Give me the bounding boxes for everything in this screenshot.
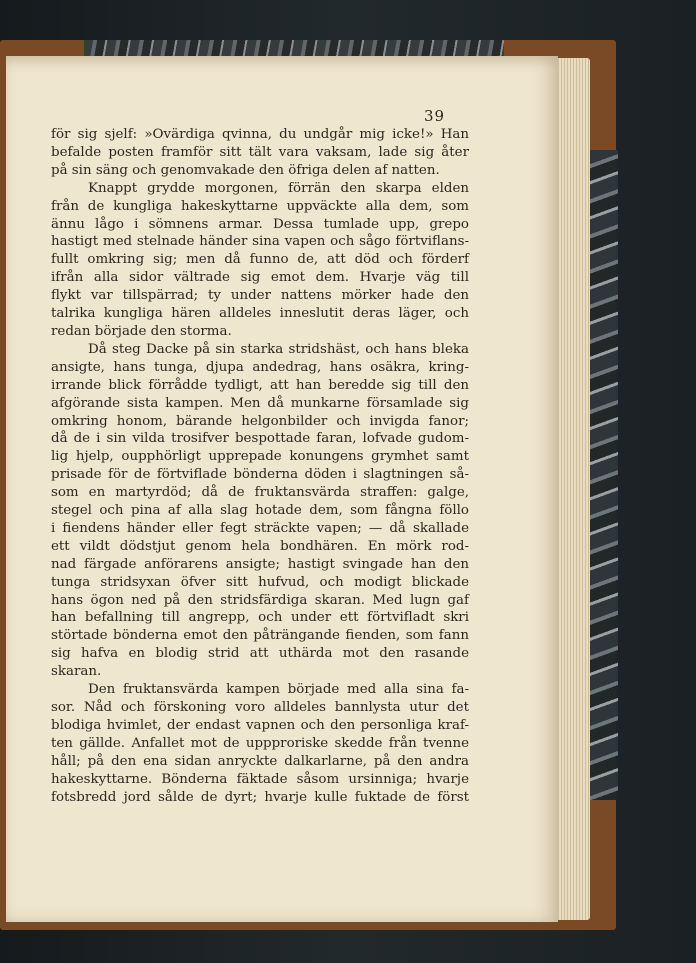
body-text [51,126,469,806]
text-line: blodiga hvimlet, der endast vapnen och den personliga kraf- [51,717,469,733]
text-line: talrika kungliga hären alldeles inneslutit deras läger, och [51,306,469,322]
text-line: hans ögon ned på den stridsfärdiga skaran. Med lugn gaf [51,592,469,608]
text-line: sor. Nåd och förskoning voro alldeles bannlysta utur det [51,700,469,715]
text-line: tunga stridsyxan öfver sitt hufvud, och modigt blickade [51,574,469,590]
text-line: fullt omkring sig; men då funno de, att död och förderf [51,252,469,268]
text-line: Knappt grydde morgonen, förrän den skarpa elden [88,180,469,196]
text-line: sig hafva en blodig strid att uthärda mot den rasande [51,646,469,662]
text-line: då de i sin vilda trosifver bespottade faran, lofvade gudom- [51,431,469,447]
text-line: skaran. [51,664,102,680]
text-line: ten gällde. Anfallet mot de uppproriske skedde från tvenne [51,735,469,751]
text-line: fotsbredd jord sålde de dyrt; hvarje kulle fuktade de först [51,789,469,805]
text-line: för sig sjelf: »Ovärdiga qvinna, du undgår mig icke!» Han [51,127,469,142]
text-line: redan började den storma. [51,323,232,339]
text-line: från de kungliga hakeskyttarne uppväckte alla dem, som [51,198,469,214]
marbled-cover-top [84,40,504,56]
page-edges [556,58,590,920]
text-line: Den fruktansvärda kampen började med alla sina fa- [88,682,469,698]
text-line: ett vildt dödstjut genom hela bondhären. En mörk rod- [51,538,469,554]
text-line: irrande blick förrådde tydligt, att han beredde sig till den [51,377,469,393]
text-line: ännu lågo i sömnens armar. Dessa tumlade upp, grepo [51,216,469,232]
text-line: flykt var tillspärrad; ty under nattens mörker hade den [51,288,469,304]
text-line: Då steg Dacke på sin starka stridshäst, och hans bleka [88,341,469,357]
page-number: 39 [424,107,446,125]
text-line: nad färgade anförarens ansigte; hastigt svingade han den [51,556,469,572]
text-line: störtade bönderna emot den påträngande fienden, som fann [51,628,469,644]
text-line: hakeskyttarne. Bönderna fäktade såsom ursinniga; hvarje [51,771,469,787]
marbled-cover-side [588,150,618,800]
text-line: håll; på den ena sidan anryckte dalkarlarne, på den andra [51,753,469,769]
text-line: stegel och pina af alla slag hotade dem, som fångna föllo [51,503,469,519]
text-line: afgörande sista kampen. Men då munkarne församlade sig [51,395,469,411]
text-line: han befallning till angrepp, och under ett förtvifladt skri [51,610,469,626]
text-line: hastigt med stelnade händer sina vapen och sågo förtviflans- [51,234,469,250]
text-line: ansigte, hans tunga, djupa andedrag, hans osäkra, kring- [51,359,469,375]
text-line: i fiendens händer eller fegt sträckte vapen; — då skallade [51,520,469,536]
text-line: befalde posten framför sitt tält vara vaksam, lade sig åter [51,144,469,160]
text-line: som en martyrdöd; då de fruktansvärda straffen: galge, [51,485,469,501]
text-line: omkring honom, bärande helgonbilder och invigda fanor; [51,413,469,429]
text-line: lig hjelp, oupphörligt upprepade konungens grymhet samt [51,449,469,465]
text-line: på sin säng och genomvakade den öfriga delen af natten. [51,162,440,178]
text-line: prisade för de förtviflade bönderna döden i slagtningen så- [51,467,469,483]
text-line: ifrån alla sidor vältrade sig emot dem. Hvarje väg till [51,270,469,286]
